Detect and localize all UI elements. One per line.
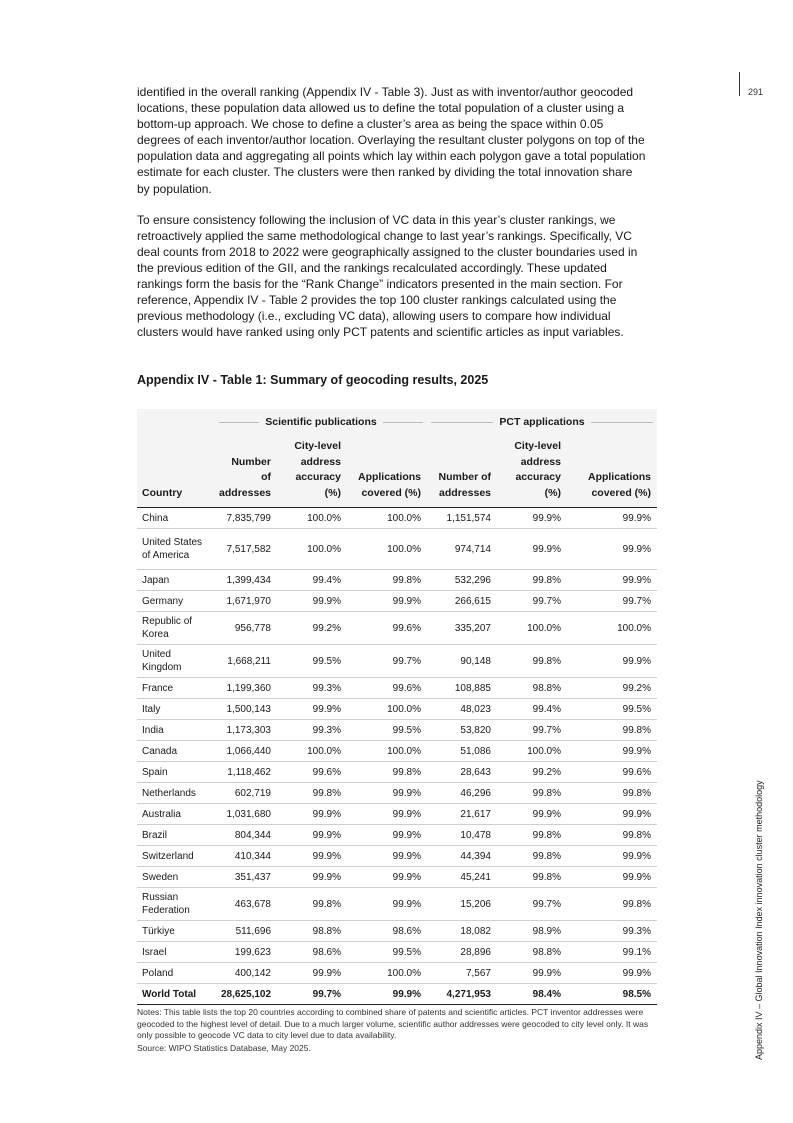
cell-value: 532,296 [427,570,497,591]
cell-value: 1,399,434 [215,570,277,591]
cell-value: 400,142 [215,963,277,984]
cell-value: 99.9% [347,888,427,921]
cell-country: Switzerland [137,846,215,867]
cell-value: 98.6% [277,942,347,963]
table-row [137,825,657,846]
table-row [137,741,657,762]
cell-value: 99.9% [277,867,347,888]
page-number-rule [739,72,740,96]
cell-value: 99.6% [347,612,427,645]
table-row [137,699,657,720]
cell-value: 99.7% [497,888,567,921]
cell-country: United Kingdom [137,645,215,678]
cell-value: 100.0% [277,529,347,570]
cell-total: 28,625,102 [215,984,277,1005]
cell-value: 99.8% [567,783,657,804]
cell-value: 99.9% [347,804,427,825]
table-row [137,942,657,963]
cell-value: 99.1% [567,942,657,963]
cell-country: Italy [137,699,215,720]
table-row [137,591,657,612]
table-body [137,508,657,1005]
cell-value: 100.0% [567,612,657,645]
cell-value: 99.8% [277,783,347,804]
cell-value: 99.9% [347,591,427,612]
cell-country: Russian Federation [137,888,215,921]
cell-value: 45,241 [427,867,497,888]
cell-value: 335,207 [427,612,497,645]
cell-value: 1,031,680 [215,804,277,825]
cell-value: 99.6% [347,678,427,699]
paragraph-2: To ensure consistency following the inclusion of VC data in this year’s cluster rankings, we retroactively applied the same methodological change to last year’s rankings. Specifically, VC deal counts from 2018 to 2022 were geographically assigned to the cluster boundaries used in the previous edition of the GII, and the rankings recalculated accordingly. These updated rankings form the basis for the “Rank Change” indicators presented in the main section. For reference, Appendix IV - Table 2 provides the top 100 cluster rankings calculated using the previous methodology (i.e., excluding VC data), allowing users to compare how individual clusters would have ranked using only PCT patents and scientific articles as input variables. [137,212,638,340]
table-row [137,645,657,678]
cell-value: 1,668,211 [215,645,277,678]
cell-value: 99.9% [567,508,657,529]
cell-country: Canada [137,741,215,762]
cell-value: 1,199,360 [215,678,277,699]
cell-value: 99.8% [497,825,567,846]
cell-value: 99.8% [567,720,657,741]
cell-value: 99.9% [277,846,347,867]
cell-value: 99.6% [277,762,347,783]
cell-total: 99.7% [277,984,347,1005]
cell-value: 10,478 [427,825,497,846]
cell-value: 99.9% [497,529,567,570]
paragraph-1: identified in the overall ranking (Appendix IV - Table 3). Just as with inventor/author geocoded locations, these population data allowed us to define the total population of a cluster using a bottom-up approach. We chose to define a cluster’s area as being the space within 0.05 degrees of each inventor/author location. Overlaying the resultant cluster polygons on top of the population data and aggregating all points which lay within each polygon gave a total population estimate for each cluster. The clusters were then ranked by dividing the total innovation share by population. [137,85,646,196]
cell-value: 51,086 [427,741,497,762]
cell-total: 98.5% [567,984,657,1005]
cell-value: 1,173,303 [215,720,277,741]
cell-value: 44,394 [427,846,497,867]
cell-value: 28,896 [427,942,497,963]
cell-value: 99.3% [567,921,657,942]
table-row [137,720,657,741]
cell-value: 99.7% [567,591,657,612]
cell-country: Japan [137,570,215,591]
table-row [137,888,657,921]
cell-value: 351,437 [215,867,277,888]
cell-value: 1,118,462 [215,762,277,783]
col-header-pct-covered: Applications covered (%) [567,435,657,508]
table-row [137,867,657,888]
table-row [137,846,657,867]
cell-value: 99.2% [277,612,347,645]
cell-value: 99.9% [347,867,427,888]
cell-total: 98.4% [497,984,567,1005]
cell-value: 99.4% [497,699,567,720]
cell-country: India [137,720,215,741]
cell-country: Türkiye [137,921,215,942]
table-source: Source: WIPO Statistics Database, May 2025. [137,1043,311,1053]
cell-value: 90,148 [427,645,497,678]
table-row [137,678,657,699]
cell-country: Sweden [137,867,215,888]
cell-value: 99.8% [567,888,657,921]
cell-value: 100.0% [497,741,567,762]
cell-value: 100.0% [347,963,427,984]
cell-value: 99.2% [567,678,657,699]
cell-value: 99.5% [347,720,427,741]
cell-value: 99.9% [567,963,657,984]
col-header-sci-number: Number of addresses [215,435,277,508]
table-row [137,762,657,783]
cell-value: 98.8% [277,921,347,942]
cell-country: China [137,508,215,529]
cell-value: 99.9% [347,846,427,867]
total-row [137,984,657,1005]
cell-country: Germany [137,591,215,612]
cell-value: 99.4% [277,570,347,591]
cell-country: Netherlands [137,783,215,804]
cell-total-label: World Total [137,984,215,1005]
group-header-row [137,409,657,435]
cell-value: 99.8% [497,570,567,591]
col-header-sci-city: City-level address accuracy (%) [277,435,347,508]
table-title: Appendix IV - Table 1: Summary of geocoding results, 2025 [137,373,489,387]
cell-country: France [137,678,215,699]
cell-value: 99.7% [497,720,567,741]
cell-value: 99.9% [497,804,567,825]
cell-value: 99.9% [567,846,657,867]
running-title: Appendix IV – Global Innovation Index innovation cluster methodology [754,780,764,1060]
cell-value: 410,344 [215,846,277,867]
cell-country: Brazil [137,825,215,846]
cell-value: 99.9% [347,783,427,804]
cell-value: 99.9% [567,804,657,825]
col-header-pct-number: Number of addresses [427,435,497,508]
cell-value: 100.0% [277,508,347,529]
cell-value: 99.8% [277,888,347,921]
cell-value: 28,643 [427,762,497,783]
cell-country: United States of America [137,529,215,570]
cell-value: 99.8% [497,645,567,678]
cell-value: 100.0% [277,741,347,762]
cell-value: 99.9% [277,963,347,984]
cell-value: 99.9% [497,963,567,984]
cell-value: 100.0% [497,612,567,645]
group-header-pct: PCT applications [427,409,657,435]
cell-value: 602,719 [215,783,277,804]
cell-value: 99.5% [567,699,657,720]
cell-value: 108,885 [427,678,497,699]
cell-value: 99.8% [347,762,427,783]
table-notes: Notes: This table lists the top 20 countries according to combined share of patents and scientific articles. PCT inventor addresses were geocoded to the highest level of detail. Due to a much larger volume, scientific author addresses were geocoded to city level only. It was only possible to geocode VC data to city level due to data availability. [137,1007,649,1041]
col-header-sci-covered: Applications covered (%) [347,435,427,508]
cell-value: 99.8% [497,783,567,804]
cell-value: 7,567 [427,963,497,984]
cell-country: Australia [137,804,215,825]
table-row [137,529,657,570]
cell-value: 99.5% [277,645,347,678]
cell-value: 266,615 [427,591,497,612]
cell-value: 199,623 [215,942,277,963]
cell-country: Poland [137,963,215,984]
geocoding-table-container [137,409,657,1005]
cell-value: 98.6% [347,921,427,942]
cell-value: 46,296 [427,783,497,804]
col-header-pct-city: City-level address accuracy (%) [497,435,567,508]
cell-value: 99.6% [567,762,657,783]
cell-value: 98.8% [497,942,567,963]
cell-value: 99.5% [347,942,427,963]
cell-value: 21,617 [427,804,497,825]
group-header-blank [137,409,215,435]
table-row [137,508,657,529]
cell-value: 99.9% [567,529,657,570]
cell-value: 7,835,799 [215,508,277,529]
cell-value: 7,517,582 [215,529,277,570]
body-text [137,84,647,355]
cell-value: 99.8% [347,570,427,591]
cell-value: 53,820 [427,720,497,741]
table-row [137,612,657,645]
cell-value: 99.2% [497,762,567,783]
cell-value: 99.9% [567,741,657,762]
cell-value: 100.0% [347,508,427,529]
table-row [137,570,657,591]
cell-country: Spain [137,762,215,783]
cell-value: 99.8% [567,825,657,846]
cell-value: 99.9% [277,591,347,612]
cell-value: 1,066,440 [215,741,277,762]
cell-value: 974,714 [427,529,497,570]
cell-total: 4,271,953 [427,984,497,1005]
cell-value: 48,023 [427,699,497,720]
cell-value: 511,696 [215,921,277,942]
cell-value: 99.7% [347,645,427,678]
cell-value: 100.0% [347,529,427,570]
cell-value: 99.9% [277,699,347,720]
cell-value: 99.9% [347,825,427,846]
geocoding-table [137,409,657,1005]
cell-value: 99.3% [277,678,347,699]
cell-country: Israel [137,942,215,963]
table-row [137,804,657,825]
cell-value: 463,678 [215,888,277,921]
cell-value: 99.9% [497,508,567,529]
table-row [137,783,657,804]
cell-value: 99.9% [277,825,347,846]
col-header-country: Country [137,435,215,508]
cell-value: 98.9% [497,921,567,942]
cell-country: Republic of Korea [137,612,215,645]
cell-value: 15,206 [427,888,497,921]
cell-value: 98.8% [497,678,567,699]
cell-value: 99.9% [567,570,657,591]
cell-value: 956,778 [215,612,277,645]
cell-value: 804,344 [215,825,277,846]
cell-value: 100.0% [347,699,427,720]
table-row [137,963,657,984]
cell-value: 99.8% [497,867,567,888]
cell-value: 99.9% [567,867,657,888]
cell-value: 1,151,574 [427,508,497,529]
cell-value: 99.3% [277,720,347,741]
cell-value: 99.8% [497,846,567,867]
cell-value: 1,500,143 [215,699,277,720]
table-row [137,921,657,942]
group-header-scientific: Scientific publications [215,409,427,435]
cell-value: 99.9% [277,804,347,825]
cell-value: 99.7% [497,591,567,612]
page-number: 291 [748,87,764,97]
column-header-row [137,435,657,508]
cell-value: 99.9% [567,645,657,678]
cell-value: 1,671,970 [215,591,277,612]
cell-total: 99.9% [347,984,427,1005]
cell-value: 100.0% [347,741,427,762]
cell-value: 18,082 [427,921,497,942]
